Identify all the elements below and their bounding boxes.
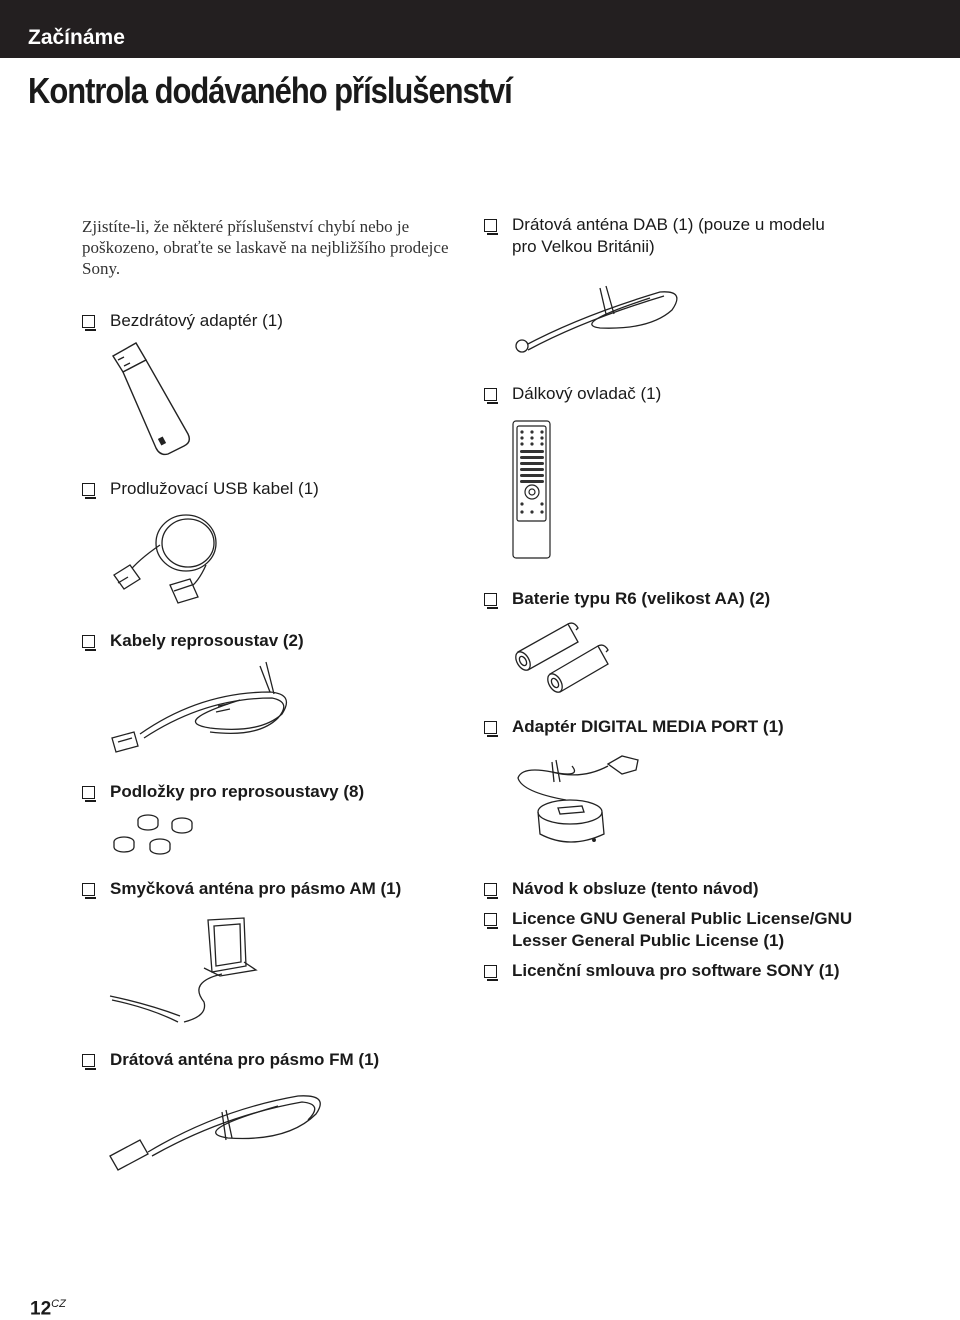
checkbox-icon bbox=[82, 315, 95, 328]
checkbox-icon bbox=[82, 635, 95, 648]
item-label: Licenční smlouva pro software SONY (1) bbox=[512, 961, 840, 980]
section-header-bar bbox=[0, 0, 960, 58]
checkbox-icon bbox=[484, 965, 497, 978]
checklist-item-dab-antenna bbox=[484, 214, 825, 258]
item-label: Drátová anténa DAB (1) (pouze u modelu pro Velkou Británii) bbox=[512, 215, 825, 256]
item-label: Dálkový ovladač (1) bbox=[512, 384, 662, 403]
item-label: Licence GNU General Public License/GNU Lesser General Public License (1) bbox=[512, 909, 853, 950]
checkbox-icon bbox=[82, 786, 95, 799]
item-label: Baterie typu R6 (velikost AA) (2) bbox=[512, 589, 771, 608]
checklist-item-sony-license bbox=[484, 960, 840, 982]
item-label: Prodlužovací USB kabel (1) bbox=[110, 479, 319, 498]
page-title: Kontrola dodávaného příslušenství bbox=[28, 70, 512, 111]
item-label: Bezdrátový adaptér (1) bbox=[110, 311, 283, 330]
wireless-adapter-illustration bbox=[108, 338, 198, 458]
speaker-pads-illustration bbox=[110, 814, 200, 858]
item-label: Návod k obsluze (tento návod) bbox=[512, 879, 759, 898]
item-label: Kabely reprosoustav (2) bbox=[110, 631, 304, 650]
batteries-illustration bbox=[512, 618, 617, 693]
item-label: Adaptér DIGITAL MEDIA PORT (1) bbox=[512, 717, 784, 736]
item-label: Smyčková anténa pro pásmo AM (1) bbox=[110, 879, 402, 898]
page-number: $12^{CZ}$ bbox=[30, 1298, 66, 1320]
checkbox-icon bbox=[82, 483, 95, 496]
item-label: Drátová anténa pro pásmo FM (1) bbox=[110, 1050, 380, 1069]
intro-text: Zjistíte-li, že některé příslušenství chybí nebo je poškozeno, obraťte se laskavě na nejbližšího prodejce Sony. bbox=[82, 217, 449, 278]
checklist-item-speaker-cables bbox=[82, 630, 304, 652]
checklist-item-usb-cable bbox=[82, 478, 319, 500]
checkbox-icon bbox=[484, 883, 497, 896]
checklist-item-remote bbox=[484, 383, 661, 405]
checkbox-icon bbox=[484, 388, 497, 401]
fm-wire-antenna-illustration bbox=[108, 1082, 333, 1174]
checklist-item-batteries bbox=[484, 588, 770, 610]
checkbox-icon bbox=[484, 913, 497, 926]
remote-control-illustration bbox=[512, 420, 552, 560]
digital-media-port-adapter-illustration bbox=[512, 752, 642, 852]
checkbox-icon bbox=[484, 593, 497, 606]
usb-cable-illustration bbox=[108, 505, 238, 610]
checklist-item-am-antenna bbox=[82, 878, 401, 900]
checkbox-icon bbox=[82, 1054, 95, 1067]
am-loop-antenna-illustration bbox=[108, 912, 258, 1030]
dab-antenna-illustration bbox=[510, 282, 690, 360]
checklist-item-fm-antenna bbox=[82, 1049, 379, 1071]
checklist-item-dmp-adapter bbox=[484, 716, 784, 738]
checklist-item-gnu-license bbox=[484, 908, 852, 952]
checklist-item-speaker-pads bbox=[82, 781, 364, 803]
checklist-item-wireless-adapter bbox=[82, 310, 283, 332]
speaker-cables-illustration bbox=[110, 662, 300, 754]
checkbox-icon bbox=[82, 883, 95, 896]
section-title: Začínáme bbox=[28, 26, 125, 49]
checkbox-icon bbox=[484, 219, 497, 232]
checklist-item-manual bbox=[484, 878, 759, 900]
page-locale-suffix: CZ bbox=[51, 1298, 66, 1310]
checkbox-icon bbox=[484, 721, 497, 734]
item-label: Podložky pro reprosoustavy (8) bbox=[110, 782, 365, 801]
